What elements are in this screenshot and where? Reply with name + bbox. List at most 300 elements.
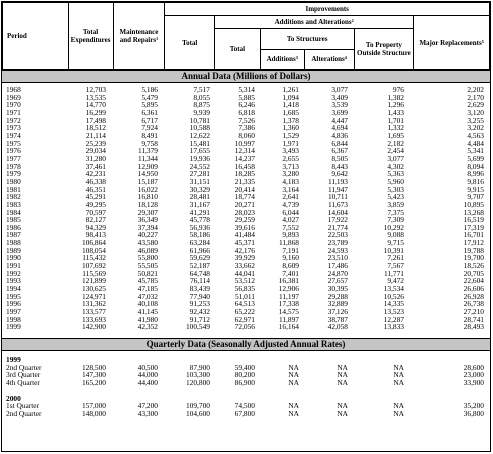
row-value: 27,210 bbox=[463, 307, 484, 317]
row-value: 5,186 bbox=[141, 85, 158, 94]
row-value: 63,284 bbox=[189, 238, 210, 248]
row-value: 50,821 bbox=[137, 268, 158, 278]
row-period: 1974 bbox=[6, 130, 21, 140]
row-value: 9,707 bbox=[467, 192, 484, 202]
row-value: 7,552 bbox=[282, 222, 299, 232]
row-value: 1,261 bbox=[282, 85, 299, 94]
row-value: 9,642 bbox=[331, 169, 348, 179]
row-value: 47,200 bbox=[137, 401, 158, 411]
row-value: 51,011 bbox=[234, 291, 255, 301]
row-value: 17,486 bbox=[327, 261, 348, 271]
row-value: 91,712 bbox=[189, 314, 210, 324]
row-value: 37,126 bbox=[327, 307, 348, 317]
row-value: 4,694 bbox=[331, 123, 348, 133]
row-value: 13,268 bbox=[463, 207, 484, 217]
row-value: NA bbox=[337, 377, 348, 387]
row-period: 1988 bbox=[6, 238, 21, 248]
row-value: 4,027 bbox=[282, 215, 299, 225]
row-value: NA bbox=[393, 370, 404, 380]
row-value: 5,423 bbox=[387, 192, 404, 202]
row-period: 1979 bbox=[6, 169, 21, 179]
row-value: 3,409 bbox=[331, 92, 348, 102]
row-value: 103,300 bbox=[185, 370, 210, 380]
row-value: 3,120 bbox=[467, 107, 484, 117]
row-value: NA bbox=[288, 362, 299, 372]
row-value: 12,909 bbox=[137, 161, 158, 171]
row-value: 14,950 bbox=[137, 169, 158, 179]
row-value: 120,800 bbox=[185, 377, 210, 387]
row-value: 28,741 bbox=[463, 314, 484, 324]
row-period: 1982 bbox=[6, 192, 21, 202]
row-value: 9,715 bbox=[387, 238, 404, 248]
row-value: 3,699 bbox=[331, 107, 348, 117]
row-value: 39,929 bbox=[234, 253, 255, 263]
row-value: 3,164 bbox=[282, 184, 299, 194]
row-value: 59,400 bbox=[234, 362, 255, 372]
row-value: 6,818 bbox=[238, 107, 255, 117]
row-value: 98,413 bbox=[85, 230, 106, 240]
row-value: 42,231 bbox=[85, 169, 106, 179]
row-value: 19,700 bbox=[463, 253, 484, 263]
row-value: 28,023 bbox=[234, 207, 255, 217]
row-value: 70,597 bbox=[85, 207, 106, 217]
row-value: 21,774 bbox=[327, 222, 348, 232]
row-value: 2,629 bbox=[467, 100, 484, 110]
row-value: 2,182 bbox=[387, 138, 404, 148]
row-period: 1994 bbox=[6, 284, 21, 294]
header-improvements: Improvements bbox=[165, 3, 490, 16]
header-total-2: Total bbox=[215, 29, 261, 70]
header-total-expenditures: Total Expenditures bbox=[68, 3, 113, 70]
row-value: 42,352 bbox=[137, 322, 158, 332]
row-value: 6,844 bbox=[331, 138, 348, 148]
row-period: 2nd Quarter bbox=[6, 408, 42, 418]
row-period: 1st Quarter bbox=[6, 401, 40, 411]
row-value: 26,738 bbox=[463, 299, 484, 309]
row-value: 5,363 bbox=[387, 169, 404, 179]
header-major-replacements: Major Replacements⁵ bbox=[414, 16, 490, 70]
row-value: 10,781 bbox=[189, 115, 210, 125]
row-value: 11,673 bbox=[327, 199, 348, 209]
row-value: 2,454 bbox=[387, 146, 404, 156]
row-period: 1998 bbox=[6, 314, 21, 324]
row-period: 1997 bbox=[6, 307, 21, 317]
row-value: 10,895 bbox=[463, 199, 484, 209]
header-period: Period bbox=[3, 3, 69, 70]
row-value: 133,693 bbox=[81, 314, 106, 324]
row-value: 11,344 bbox=[137, 153, 158, 163]
row-value: 5,314 bbox=[238, 85, 255, 94]
row-value: 20,414 bbox=[234, 184, 255, 194]
row-value: 55,800 bbox=[137, 253, 158, 263]
row-value: 10,526 bbox=[383, 291, 404, 301]
table-header bbox=[2, 2, 490, 70]
row-value: 1,418 bbox=[282, 100, 299, 110]
row-value: 45,778 bbox=[189, 215, 210, 225]
row-value: 1,360 bbox=[282, 123, 299, 133]
row-period: 1970 bbox=[6, 100, 21, 110]
row-value: 14,770 bbox=[85, 100, 106, 110]
row-value: 17,338 bbox=[278, 299, 299, 309]
row-value: 5,699 bbox=[467, 153, 484, 163]
row-period: 1990 bbox=[6, 253, 21, 263]
row-value: 46,351 bbox=[85, 184, 106, 194]
row-period: 1981 bbox=[6, 184, 21, 194]
row-value: 16,381 bbox=[278, 276, 299, 286]
row-value: 32,889 bbox=[327, 299, 348, 309]
quarterly-data-table bbox=[2, 356, 490, 418]
row-value: 8,505 bbox=[331, 153, 348, 163]
annual-data-table bbox=[2, 86, 490, 331]
row-value: 64,748 bbox=[189, 268, 210, 278]
row-value: 80,200 bbox=[234, 370, 255, 380]
row-value: 67,800 bbox=[234, 408, 255, 418]
row-value: 13,833 bbox=[383, 322, 404, 332]
row-value: 16,299 bbox=[85, 107, 106, 117]
row-value: 7,924 bbox=[141, 123, 158, 133]
row-period: 1985 bbox=[6, 215, 21, 225]
row-value: 8,060 bbox=[238, 130, 255, 140]
row-value: 2,170 bbox=[467, 92, 484, 102]
row-value: 5,895 bbox=[141, 100, 158, 110]
row-value: 76,114 bbox=[189, 276, 210, 286]
row-value: 24,870 bbox=[327, 268, 348, 278]
row-value: 17,498 bbox=[85, 115, 106, 125]
row-value: 16,458 bbox=[234, 161, 255, 171]
row-period: 1992 bbox=[6, 268, 21, 278]
row-value: 16,022 bbox=[137, 184, 158, 194]
row-value: 9,088 bbox=[387, 230, 404, 240]
row-value: 1,701 bbox=[387, 115, 404, 125]
row-value: 1,094 bbox=[282, 92, 299, 102]
row-value: 121,899 bbox=[81, 276, 106, 286]
row-value: 15,481 bbox=[189, 138, 210, 148]
row-value: 8,996 bbox=[467, 169, 484, 179]
row-value: 28,600 bbox=[463, 362, 484, 372]
row-value: 87,900 bbox=[189, 362, 210, 372]
row-value: 24,593 bbox=[327, 245, 348, 255]
row-period: 4th Quarter bbox=[6, 377, 40, 387]
row-value: 29,034 bbox=[85, 146, 106, 156]
row-value: 47,032 bbox=[137, 291, 158, 301]
row-value: 24,552 bbox=[189, 161, 210, 171]
row-value: 5,479 bbox=[141, 92, 158, 102]
row-period: 1984 bbox=[6, 207, 21, 217]
row-value: 61,966 bbox=[189, 245, 210, 255]
row-value: 976 bbox=[392, 85, 404, 94]
row-value: 6,367 bbox=[331, 146, 348, 156]
row-value: 9,915 bbox=[467, 184, 484, 194]
row-value: 64,513 bbox=[234, 299, 255, 309]
row-value: 16,701 bbox=[463, 230, 484, 240]
row-value: 25,239 bbox=[85, 138, 106, 148]
row-value: 2,641 bbox=[282, 192, 299, 202]
table-row bbox=[2, 323, 490, 331]
row-value: 10,391 bbox=[383, 245, 404, 255]
row-value: 4,302 bbox=[387, 161, 404, 171]
row-value: 1,332 bbox=[387, 123, 404, 133]
row-value: 37,461 bbox=[85, 161, 106, 171]
row-value: 22,503 bbox=[327, 230, 348, 240]
row-value: 27,281 bbox=[189, 169, 210, 179]
row-value: 7,309 bbox=[387, 215, 404, 225]
row-value: 45,371 bbox=[234, 238, 255, 248]
row-value: 4,183 bbox=[282, 176, 299, 186]
row-value: 3,202 bbox=[467, 123, 484, 133]
row-value: 49,295 bbox=[85, 199, 106, 209]
row-value: NA bbox=[393, 401, 404, 411]
row-period: 1978 bbox=[6, 161, 21, 171]
row-period: 1986 bbox=[6, 222, 21, 232]
row-value: 4,836 bbox=[331, 130, 348, 140]
row-value: 8,491 bbox=[141, 130, 158, 140]
row-value: 31,280 bbox=[85, 153, 106, 163]
row-value: 12,622 bbox=[189, 130, 210, 140]
header-alterations: Alterations⁴ bbox=[304, 49, 354, 69]
row-value: NA bbox=[393, 408, 404, 418]
row-value: 20,705 bbox=[463, 268, 484, 278]
row-period: 1999 bbox=[6, 322, 21, 332]
row-value: 20,271 bbox=[234, 199, 255, 209]
row-value: 7,567 bbox=[387, 261, 404, 271]
row-value: 18,774 bbox=[234, 192, 255, 202]
row-value: 6,044 bbox=[282, 207, 299, 217]
row-value: 41,145 bbox=[137, 307, 158, 317]
row-value: 8,094 bbox=[467, 161, 484, 171]
annual-section-title: Annual Data (Millions of Dollars) bbox=[2, 70, 490, 83]
row-value: 11,379 bbox=[137, 146, 158, 156]
row-value: 1,378 bbox=[282, 115, 299, 125]
row-value: 27,657 bbox=[327, 276, 348, 286]
row-value: 9,893 bbox=[282, 230, 299, 240]
row-value: 42,058 bbox=[327, 322, 348, 332]
row-value: 44,400 bbox=[137, 377, 158, 387]
header-additions: Additions³ bbox=[260, 49, 304, 69]
row-value: 47,185 bbox=[137, 284, 158, 294]
row-period: 1993 bbox=[6, 276, 21, 286]
row-value: 7,401 bbox=[282, 268, 299, 278]
row-value: 11,197 bbox=[278, 291, 299, 301]
row-value: 65,222 bbox=[234, 307, 255, 317]
row-value: NA bbox=[337, 362, 348, 372]
row-value: 77,940 bbox=[189, 291, 210, 301]
row-value: 15,187 bbox=[137, 176, 158, 186]
row-value: 8,443 bbox=[331, 161, 348, 171]
row-value: 16,164 bbox=[278, 322, 299, 332]
row-value: 5,885 bbox=[238, 92, 255, 102]
row-value: 109,700 bbox=[185, 401, 210, 411]
row-value: 41,484 bbox=[234, 230, 255, 240]
row-value: 12,703 bbox=[85, 85, 106, 94]
row-value: 35,200 bbox=[463, 401, 484, 411]
row-value: 8,609 bbox=[282, 261, 299, 271]
row-period: 1980 bbox=[6, 176, 21, 186]
row-value: 56,936 bbox=[189, 222, 210, 232]
row-value: 29,288 bbox=[327, 291, 348, 301]
row-value: 3,077 bbox=[331, 85, 348, 94]
row-value: NA bbox=[337, 370, 348, 380]
row-value: 10,292 bbox=[383, 222, 404, 232]
row-value: 128,500 bbox=[81, 362, 106, 372]
row-value: 108,054 bbox=[81, 245, 106, 255]
row-value: 40,108 bbox=[137, 299, 158, 309]
row-value: 107,692 bbox=[81, 261, 106, 271]
row-value: 131,362 bbox=[81, 299, 106, 309]
row-value: 14,237 bbox=[234, 153, 255, 163]
row-period: 1971 bbox=[6, 107, 21, 117]
row-value: 147,300 bbox=[81, 370, 106, 380]
row-value: 28,481 bbox=[189, 192, 210, 202]
row-value: 26,928 bbox=[463, 291, 484, 301]
row-value: 11,771 bbox=[383, 268, 404, 278]
row-value: 104,600 bbox=[185, 408, 210, 418]
row-value: 11,193 bbox=[327, 176, 348, 186]
row-value: 12,906 bbox=[278, 284, 299, 294]
row-value: 5,303 bbox=[387, 184, 404, 194]
row-value: 16,810 bbox=[137, 192, 158, 202]
row-value: NA bbox=[337, 408, 348, 418]
row-value: 56,835 bbox=[234, 284, 255, 294]
row-period: 1972 bbox=[6, 115, 21, 125]
row-value: 29,307 bbox=[137, 207, 158, 217]
row-value: 46,089 bbox=[137, 245, 158, 255]
spacer-row bbox=[2, 387, 490, 395]
row-value: 86,900 bbox=[234, 377, 255, 387]
row-value: 23,510 bbox=[327, 253, 348, 263]
row-value: 13,534 bbox=[383, 284, 404, 294]
row-value: 52,187 bbox=[189, 261, 210, 271]
row-value: 33,900 bbox=[463, 377, 484, 387]
row-value: 11,897 bbox=[278, 314, 299, 324]
row-period: 2nd Quarter bbox=[6, 362, 42, 372]
table-row bbox=[2, 379, 490, 387]
row-value: 42,176 bbox=[234, 245, 255, 255]
row-value: 33,662 bbox=[234, 261, 255, 271]
row-value: 26,606 bbox=[463, 284, 484, 294]
row-value: 41,291 bbox=[189, 207, 210, 217]
row-value: 7,261 bbox=[387, 253, 404, 263]
header-to-structures: To Structures bbox=[260, 29, 354, 49]
row-value: 7,526 bbox=[238, 115, 255, 125]
row-period: 1991 bbox=[6, 261, 21, 271]
row-value: 1,529 bbox=[282, 130, 299, 140]
row-value: 83,439 bbox=[189, 284, 210, 294]
row-value: 94,329 bbox=[85, 222, 106, 232]
row-value: 30,395 bbox=[327, 284, 348, 294]
row-period: 1996 bbox=[6, 299, 21, 309]
row-value: 3,077 bbox=[387, 153, 404, 163]
row-value: 44,041 bbox=[234, 268, 255, 278]
year-heading: 1999 bbox=[6, 355, 21, 364]
row-value: 59,629 bbox=[189, 253, 210, 263]
row-value: 55,505 bbox=[137, 261, 158, 271]
row-value: 30,329 bbox=[189, 184, 210, 194]
row-value: 22,604 bbox=[463, 276, 484, 286]
row-value: 31,167 bbox=[189, 199, 210, 209]
row-value: NA bbox=[393, 362, 404, 372]
row-value: 7,191 bbox=[282, 245, 299, 255]
row-value: 17,655 bbox=[189, 146, 210, 156]
row-period: 1976 bbox=[6, 146, 21, 156]
row-period: 1975 bbox=[6, 138, 21, 148]
row-value: 18,512 bbox=[85, 123, 106, 133]
row-value: 23,000 bbox=[463, 370, 484, 380]
row-period: 3rd Quarter bbox=[6, 370, 41, 380]
row-value: 133,577 bbox=[81, 307, 106, 317]
row-value: 3,713 bbox=[282, 161, 299, 171]
row-value: 100,549 bbox=[185, 322, 210, 332]
row-value: 130,625 bbox=[81, 284, 106, 294]
year-heading: 2000 bbox=[6, 393, 21, 403]
row-value: 124,971 bbox=[81, 291, 106, 301]
row-value: 2,655 bbox=[282, 153, 299, 163]
row-value: 44,000 bbox=[137, 370, 158, 380]
row-value: 21,335 bbox=[234, 176, 255, 186]
header-maintenance: Maintenance and Repairs¹ bbox=[113, 3, 165, 70]
row-value: 157,000 bbox=[81, 401, 106, 411]
header-total: Total bbox=[165, 16, 215, 70]
row-value: 1,685 bbox=[282, 107, 299, 117]
row-value: 5,960 bbox=[387, 176, 404, 186]
row-period: 1973 bbox=[6, 123, 21, 133]
row-value: 9,939 bbox=[193, 107, 210, 117]
row-value: 1,971 bbox=[282, 138, 299, 148]
row-value: 92,432 bbox=[189, 307, 210, 317]
row-value: 115,569 bbox=[82, 268, 106, 278]
row-value: 58,186 bbox=[189, 230, 210, 240]
row-value: 1,296 bbox=[387, 100, 404, 110]
row-value: 9,758 bbox=[141, 138, 158, 148]
row-value: NA bbox=[393, 377, 404, 387]
row-value: 3,859 bbox=[387, 199, 404, 209]
row-value: 14,335 bbox=[383, 299, 404, 309]
row-value: 4,739 bbox=[282, 199, 299, 209]
row-value: 6,361 bbox=[141, 107, 158, 117]
row-value: 12,314 bbox=[234, 146, 255, 156]
row-value: 41,980 bbox=[137, 314, 158, 324]
row-value: 148,000 bbox=[81, 408, 106, 418]
row-value: 1,695 bbox=[387, 130, 404, 140]
row-value: 43,580 bbox=[137, 238, 158, 248]
row-value: 3,255 bbox=[467, 115, 484, 125]
row-value: 18,128 bbox=[137, 199, 158, 209]
row-value: 3,539 bbox=[331, 100, 348, 110]
row-value: 17,319 bbox=[463, 222, 484, 232]
row-value: 74,500 bbox=[234, 401, 255, 411]
row-value: 12,287 bbox=[383, 314, 404, 324]
row-period: 1968 bbox=[6, 85, 21, 94]
row-value: 14,604 bbox=[327, 207, 348, 217]
row-value: NA bbox=[288, 370, 299, 380]
row-value: 9,160 bbox=[282, 253, 299, 263]
row-value: 4,484 bbox=[467, 138, 484, 148]
row-value: 45,785 bbox=[137, 276, 158, 286]
expenditures-table bbox=[1, 1, 491, 452]
row-value: 36,349 bbox=[137, 215, 158, 225]
row-value: 10,711 bbox=[327, 192, 348, 202]
row-value: 31,151 bbox=[189, 176, 210, 186]
table-row bbox=[2, 410, 490, 418]
row-value: 8,055 bbox=[193, 92, 210, 102]
row-value: 11,947 bbox=[327, 184, 348, 194]
row-value: 72,056 bbox=[234, 322, 255, 332]
row-value: 16,519 bbox=[463, 215, 484, 225]
row-value: 18,526 bbox=[463, 261, 484, 271]
row-value: 82,127 bbox=[85, 215, 106, 225]
row-period: 1989 bbox=[6, 245, 21, 255]
header-to-property: To Property Outside Structure bbox=[354, 29, 414, 70]
row-value: NA bbox=[288, 401, 299, 411]
